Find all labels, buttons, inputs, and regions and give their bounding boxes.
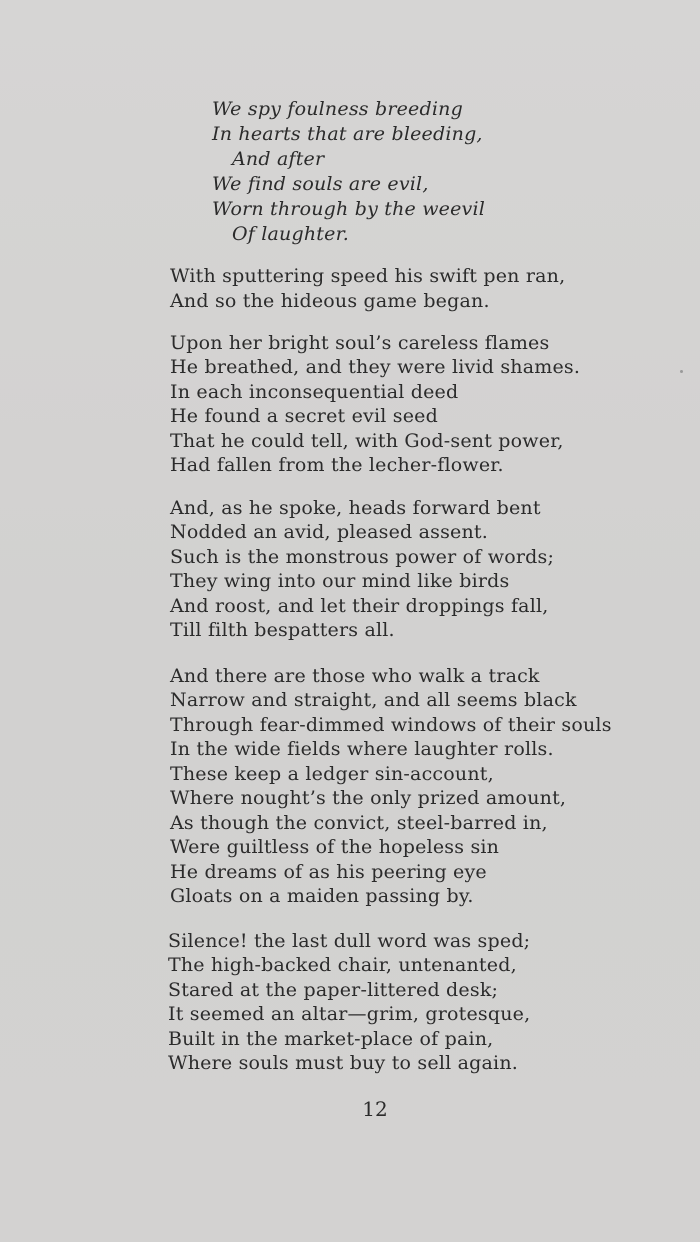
poem-line: Had fallen from the lecher-flower. <box>170 454 504 476</box>
poem-line: Where nought’s the only prized amount, <box>170 787 567 809</box>
poem-line: And after <box>232 148 325 170</box>
poem-line: Nodded an avid, pleased assent. <box>170 521 489 543</box>
poem-line: Narrow and straight, and all seems black <box>170 689 577 711</box>
poem-line: Through fear-dimmed windows of their souls <box>170 714 612 736</box>
poem-line: Gloats on a maiden passing by. <box>170 885 474 907</box>
poem-line: He dreams of as his peering eye <box>170 861 487 883</box>
poem-line: Worn through by the weevil <box>212 198 486 220</box>
poem-line: They wing into our mind like birds <box>170 570 510 592</box>
poem-line: And roost, and let their droppings fall, <box>170 595 549 617</box>
poem-line: We find souls are evil, <box>212 173 429 195</box>
paper-speck <box>680 370 683 373</box>
poem-line: Of laughter. <box>232 223 350 245</box>
poem-line: Built in the market-place of pain, <box>168 1028 494 1050</box>
poem-line: In the wide fields where laughter rolls. <box>170 738 554 760</box>
poem-line: It seemed an altar—grim, grotesque, <box>168 1003 531 1025</box>
poem-line: We spy foulness breeding <box>212 98 463 120</box>
poem-line: Such is the monstrous power of words; <box>170 546 555 568</box>
poem-line: And so the hideous game began. <box>170 290 490 312</box>
poem-line: Where souls must buy to sell again. <box>168 1052 518 1074</box>
poem-line: And there are those who walk a track <box>170 665 540 687</box>
poem-line: Stared at the paper-littered desk; <box>168 979 499 1001</box>
poem-line: And, as he spoke, heads forward bent <box>170 497 541 519</box>
poem-line: He found a secret evil seed <box>170 405 438 427</box>
poem-line: Upon her bright soul’s careless flames <box>170 332 550 354</box>
poem-line: Silence! the last dull word was sped; <box>168 930 531 952</box>
poem-line: The high-backed chair, untenanted, <box>168 954 517 976</box>
poem-line: As though the convict, steel-barred in, <box>170 812 548 834</box>
poem-line: With sputtering speed his swift pen ran, <box>170 265 566 287</box>
poem-line: These keep a ledger sin-account, <box>170 763 494 785</box>
poem-line: That he could tell, with God-sent power, <box>170 430 564 452</box>
poem-line: Were guiltless of the hopeless sin <box>170 836 500 858</box>
poem-line: He breathed, and they were livid shames. <box>170 356 581 378</box>
poem-line: In each inconsequential deed <box>170 381 459 403</box>
poem-line: Till filth bespatters all. <box>170 619 395 641</box>
page-number: 12 <box>362 1097 388 1121</box>
poem-line: In hearts that are bleeding, <box>212 123 483 145</box>
